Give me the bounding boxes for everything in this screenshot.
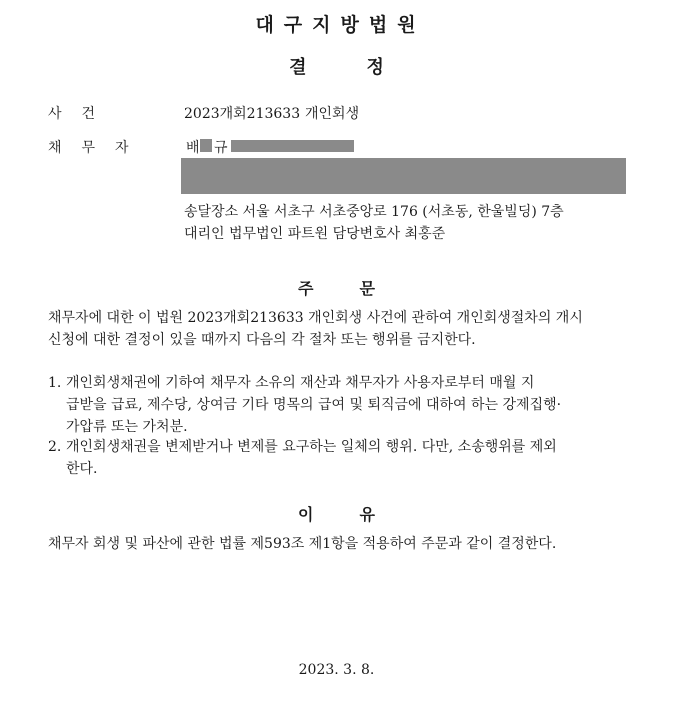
order-item-2-line-1: 개인회생채권을 변제받거나 변제를 요구하는 일체의 행위. 다만, 소송행위를 제외 xyxy=(66,439,557,455)
reason-section-title: 이유 xyxy=(298,505,421,524)
case-name: 개인회생 xyxy=(305,106,360,122)
court-name: 대구지방법원 xyxy=(255,14,426,36)
order-paragraph-line-1: 채무자에 대한 이 법원 2023개회213633 개인회생 사건에 관하여 개인회생절차의 개시 xyxy=(48,310,583,326)
redacted-id-block xyxy=(231,140,354,152)
order-item-1-number: 1. xyxy=(48,375,62,391)
order-item-2-line-2: 한다. xyxy=(66,461,98,477)
order-section-title: 주문 xyxy=(298,279,421,298)
document-type-title: 결정 xyxy=(289,57,444,78)
redacted-name-block xyxy=(200,139,212,152)
case-label: 사건 xyxy=(48,106,116,122)
redacted-address-block xyxy=(181,158,626,194)
order-item-1-line-3: 가압류 또는 가처분. xyxy=(66,419,188,435)
decision-date: 2023. 3. 8. xyxy=(298,662,375,678)
reason-text: 채무자 회생 및 파산에 관한 법률 제593조 제1항을 적용하여 주문과 같이 결정한다. xyxy=(48,536,557,552)
order-paragraph-line-2: 신청에 대한 결정이 있을 때까지 다음의 각 절차 또는 행위를 금지한다. xyxy=(48,332,476,348)
debtor-name-first: 배 xyxy=(186,140,200,156)
case-number: 2023개회213633 xyxy=(184,106,301,122)
agent-info: 대리인 법무법인 파트원 담당변호사 최홍준 xyxy=(184,226,446,242)
order-item-1-line-1: 개인회생채권에 기하여 채무자 소유의 재산과 채무자가 사용자로부터 매월 지 xyxy=(66,375,535,391)
debtor-label: 채무자 xyxy=(48,140,149,156)
order-item-2-number: 2. xyxy=(48,439,62,455)
debtor-name-last: 규 xyxy=(214,140,228,156)
service-address: 송달장소 서울 서초구 서초중앙로 176 (서초동, 한울빌딩) 7층 xyxy=(184,204,564,220)
order-item-1-line-2: 급받을 급료, 제수당, 상여금 기타 명목의 급여 및 퇴직금에 대하여 하는 강제집행· xyxy=(66,397,562,413)
